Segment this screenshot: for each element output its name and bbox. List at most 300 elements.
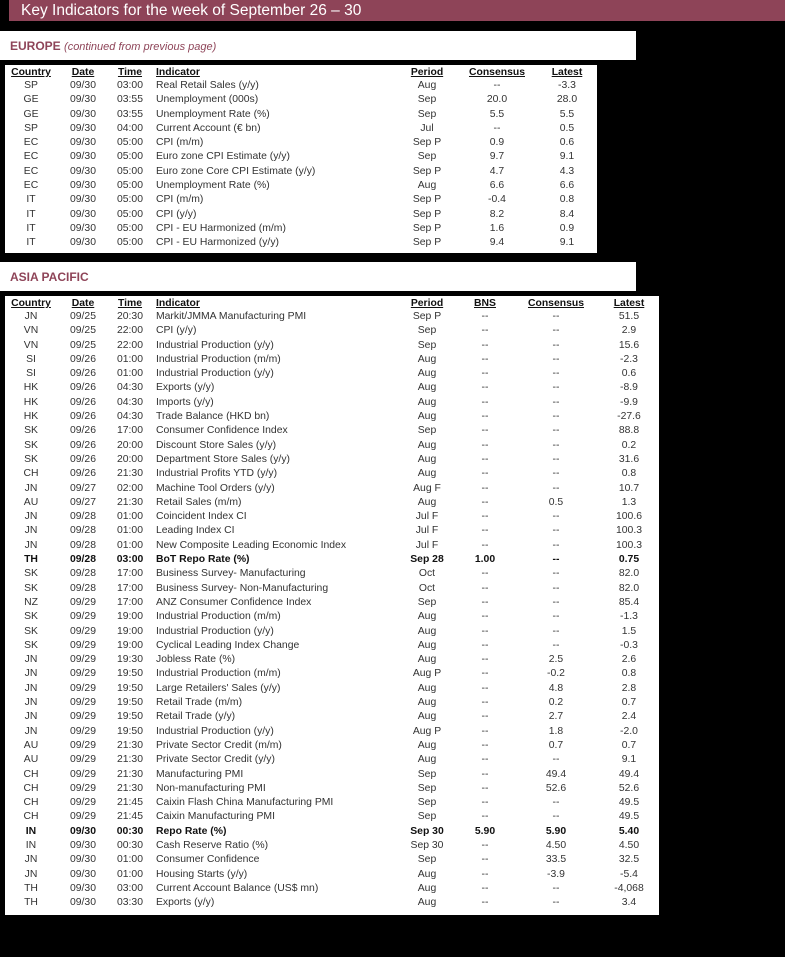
cell-latest: 0.8 (559, 194, 575, 206)
cell-country: AU (23, 739, 39, 751)
cell-latest: -5.4 (620, 868, 638, 880)
cell-country: EC (23, 180, 39, 192)
cell-indicator: Business Survey- Non-Manufacturing (156, 582, 329, 594)
cell-date: 09/27 (69, 496, 96, 508)
table-row (5, 667, 659, 681)
cell-date: 09/28 (69, 582, 96, 594)
cell-period: Sep P (412, 222, 442, 234)
cell-date: 09/26 (69, 425, 96, 437)
cell-bns: -- (481, 682, 489, 694)
table-row (5, 810, 659, 824)
cell-latest: 52.6 (618, 782, 640, 794)
cell-time: 21:30 (116, 768, 143, 780)
cell-bns: -- (481, 596, 489, 608)
asia-heading: ASIA PACIFIC (10, 270, 89, 284)
europe-subheading: (continued from previous page) (64, 41, 217, 53)
cell-consensus: 0.2 (548, 697, 564, 709)
cell-time: 21:30 (116, 782, 143, 794)
cell-bns: -- (481, 511, 489, 523)
cell-date: 09/30 (69, 868, 96, 880)
cell-time: 21:45 (116, 797, 143, 809)
cell-latest: 100.3 (615, 539, 642, 551)
cell-period: Aug (417, 754, 437, 766)
cell-country: HK (23, 396, 39, 408)
table-row (5, 768, 659, 782)
col-indicator: Indicator (156, 298, 200, 309)
cell-indicator: New Composite Leading Economic Index (156, 539, 347, 551)
cell-date: 09/30 (69, 897, 96, 909)
cell-indicator: Industrial Production (y/y) (156, 368, 274, 380)
cell-country: GE (23, 94, 39, 106)
cell-date: 09/30 (69, 122, 96, 134)
cell-country: AU (23, 496, 39, 508)
cell-indicator: Retail Trade (m/m) (156, 697, 243, 709)
cell-consensus: -- (552, 482, 560, 494)
table-row (5, 424, 659, 438)
cell-period: Sep (417, 782, 437, 794)
cell-time: 22:00 (116, 325, 143, 337)
cell-latest: 82.0 (618, 568, 640, 580)
table-row (5, 710, 659, 724)
cell-bns: -- (481, 611, 489, 623)
table-row (5, 582, 659, 596)
cell-date: 09/29 (69, 754, 96, 766)
cell-time: 05:00 (116, 137, 143, 149)
cell-latest: 8.4 (559, 208, 575, 220)
table-row (5, 208, 597, 222)
cell-latest: 0.8 (621, 468, 637, 480)
cell-consensus: 0.5 (548, 496, 564, 508)
cell-consensus: 49.4 (545, 768, 567, 780)
cell-indicator: Leading Index CI (156, 525, 235, 537)
cell-indicator: Jobless Rate (%) (156, 654, 236, 666)
cell-consensus: -- (552, 554, 560, 566)
cell-latest: 100.3 (615, 525, 642, 537)
cell-indicator: Consumer Confidence Index (156, 425, 288, 437)
cell-country: CH (23, 797, 39, 809)
cell-date: 09/30 (69, 222, 96, 234)
cell-consensus: 5.90 (545, 825, 567, 837)
cell-consensus: -- (552, 396, 560, 408)
cell-latest: 0.7 (621, 739, 637, 751)
cell-time: 05:00 (116, 222, 143, 234)
cell-latest: 0.8 (621, 668, 637, 680)
col-country: Country (11, 67, 51, 78)
cell-date: 09/30 (69, 151, 96, 163)
cell-consensus: 33.5 (545, 854, 567, 866)
cell-period: Sep (417, 94, 437, 106)
cell-indicator: Current Account (€ bn) (156, 122, 261, 134)
cell-indicator: Private Sector Credit (y/y) (156, 754, 275, 766)
cell-time: 01:00 (116, 539, 143, 551)
cell-period: Aug (417, 80, 437, 91)
cell-period: Jul F (415, 539, 439, 551)
cell-time: 19:00 (116, 639, 143, 651)
col-consensus: Consensus (468, 67, 525, 78)
cell-date: 09/29 (69, 725, 96, 737)
cell-date: 09/29 (69, 625, 96, 637)
cell-bns: -- (481, 582, 489, 594)
cell-bns: -- (481, 353, 489, 365)
cell-country: CH (23, 811, 39, 823)
cell-time: 04:30 (116, 411, 143, 423)
cell-period: Sep (417, 811, 437, 823)
cell-consensus: -- (552, 582, 560, 594)
cell-bns: -- (481, 396, 489, 408)
cell-country: CH (23, 782, 39, 794)
cell-period: Sep P (412, 208, 442, 220)
cell-country: TH (24, 554, 38, 566)
cell-period: Sep (417, 108, 437, 120)
cell-consensus: 5.5 (489, 108, 505, 120)
europe-table (5, 66, 597, 251)
table-row (5, 653, 659, 667)
cell-country: JN (24, 539, 38, 551)
cell-latest: 0.75 (618, 554, 640, 566)
cell-indicator: Industrial Profits YTD (y/y) (156, 468, 278, 480)
cell-country: SK (24, 568, 38, 580)
cell-date: 09/30 (69, 137, 96, 149)
cell-latest: 100.6 (615, 511, 642, 523)
cell-bns: -- (481, 868, 489, 880)
cell-bns: -- (481, 639, 489, 651)
cell-consensus: -0.4 (488, 194, 506, 206)
cell-period: Sep 28 (410, 554, 444, 566)
cell-indicator: Caixin Flash China Manufacturing PMI (156, 797, 334, 809)
cell-consensus: -- (552, 439, 560, 451)
cell-indicator: Cyclical Leading Index Change (156, 639, 300, 651)
cell-date: 09/29 (69, 611, 96, 623)
col-latest: Latest (613, 298, 645, 309)
table-row (5, 825, 659, 839)
cell-period: Aug (417, 453, 437, 465)
col-indicator: Indicator (156, 67, 200, 78)
cell-period: Sep P (412, 165, 442, 177)
col-date: Date (71, 67, 95, 78)
cell-bns: -- (481, 411, 489, 423)
cell-country: VN (23, 325, 39, 337)
cell-indicator: CPI - EU Harmonized (y/y) (156, 237, 279, 249)
cell-country: SP (24, 122, 38, 134)
table-row (5, 725, 659, 739)
cell-country: JN (24, 654, 38, 666)
cell-indicator: CPI (y/y) (156, 208, 197, 220)
cell-latest: 88.8 (618, 425, 640, 437)
cell-country: SK (24, 425, 38, 437)
cell-consensus: 9.7 (489, 151, 505, 163)
cell-latest: 9.1 (559, 237, 575, 249)
cell-time: 19:00 (116, 625, 143, 637)
cell-latest: 2.9 (621, 325, 637, 337)
cell-consensus: -- (552, 425, 560, 437)
cell-bns: -- (481, 453, 489, 465)
cell-time: 03:55 (116, 94, 143, 106)
cell-consensus: -- (493, 122, 501, 134)
col-country: Country (11, 298, 51, 309)
cell-latest: 0.9 (559, 222, 575, 234)
table-row (5, 367, 659, 381)
cell-period: Aug (417, 682, 437, 694)
cell-period: Sep P (412, 194, 442, 206)
cell-period: Sep (417, 339, 437, 351)
cell-indicator: Industrial Production (m/m) (156, 668, 281, 680)
cell-date: 09/26 (69, 382, 96, 394)
cell-latest: 28.0 (556, 94, 578, 106)
cell-date: 09/29 (69, 768, 96, 780)
table-row (5, 396, 659, 410)
cell-indicator: Euro zone CPI Estimate (y/y) (156, 151, 290, 163)
cell-latest: -9.9 (620, 396, 638, 408)
cell-period: Aug (417, 468, 437, 480)
cell-latest: 0.6 (559, 137, 575, 149)
cell-latest: 4.3 (559, 165, 575, 177)
table-row (5, 236, 597, 250)
table-row (5, 93, 597, 107)
cell-date: 09/28 (69, 525, 96, 537)
cell-date: 09/30 (69, 80, 96, 91)
cell-time: 02:00 (116, 482, 143, 494)
cell-date: 09/29 (69, 668, 96, 680)
cell-date: 09/26 (69, 353, 96, 365)
cell-bns: -- (481, 839, 489, 851)
cell-period: Aug (417, 739, 437, 751)
cell-bns: -- (481, 625, 489, 637)
cell-bns: 5.90 (474, 825, 496, 837)
cell-indicator: Repo Rate (%) (156, 825, 227, 837)
col-latest: Latest (551, 67, 583, 78)
cell-time: 00:30 (116, 839, 143, 851)
cell-time: 19:50 (116, 682, 143, 694)
cell-time: 00:30 (116, 825, 144, 837)
cell-indicator: Consumer Confidence (156, 854, 260, 866)
cell-period: Sep (417, 596, 437, 608)
cell-country: NZ (24, 596, 38, 608)
cell-time: 21:30 (116, 754, 143, 766)
cell-period: Aug (417, 625, 437, 637)
cell-indicator: Industrial Production (y/y) (156, 725, 274, 737)
cell-time: 20:00 (116, 453, 143, 465)
cell-time: 03:00 (116, 882, 143, 894)
table-row (5, 193, 597, 207)
cell-country: IT (26, 222, 36, 234)
cell-date: 09/30 (69, 208, 96, 220)
cell-latest: 5.40 (618, 825, 640, 837)
table-row (5, 739, 659, 753)
cell-country: CH (23, 468, 39, 480)
cell-consensus: -- (552, 625, 560, 637)
col-period: Period (410, 67, 444, 78)
cell-time: 05:00 (116, 208, 143, 220)
cell-time: 01:00 (116, 368, 143, 380)
cell-bns: -- (481, 768, 489, 780)
cell-bns: -- (481, 697, 489, 709)
europe-section-heading (0, 31, 636, 60)
cell-country: SK (24, 453, 38, 465)
cell-bns: -- (481, 496, 489, 508)
table-row (5, 639, 659, 653)
table-row (5, 853, 659, 867)
cell-country: JN (24, 668, 38, 680)
cell-period: Aug (417, 639, 437, 651)
cell-consensus: 2.5 (548, 654, 564, 666)
table-row (5, 625, 659, 639)
cell-latest: -3.3 (558, 80, 576, 91)
col-time: Time (117, 67, 143, 78)
cell-consensus: 0.7 (548, 739, 564, 751)
table-row (5, 150, 597, 164)
cell-time: 21:45 (116, 811, 143, 823)
cell-date: 09/29 (69, 782, 96, 794)
cell-country: JN (24, 725, 38, 737)
cell-consensus: -- (552, 468, 560, 480)
cell-indicator: Department Store Sales (y/y) (156, 453, 290, 465)
cell-consensus: -- (552, 882, 560, 894)
table-row (5, 324, 659, 338)
cell-date: 09/26 (69, 396, 96, 408)
table-row (5, 510, 659, 524)
cell-indicator: Industrial Production (y/y) (156, 339, 274, 351)
cell-consensus: 6.6 (489, 180, 505, 192)
cell-latest: 2.4 (621, 711, 637, 723)
asia-header-row (5, 297, 659, 310)
cell-bns: -- (481, 782, 489, 794)
cell-time: 03:00 (116, 554, 144, 566)
table-row (5, 796, 659, 810)
table-row (5, 165, 597, 179)
cell-period: Sep (417, 425, 437, 437)
table-row (5, 453, 659, 467)
cell-bns: -- (481, 325, 489, 337)
cell-bns: -- (481, 339, 489, 351)
cell-country: TH (24, 897, 38, 909)
cell-bns: -- (481, 725, 489, 737)
cell-indicator: CPI (m/m) (156, 137, 204, 149)
cell-bns: -- (481, 311, 489, 322)
cell-period: Aug (417, 368, 437, 380)
cell-date: 09/26 (69, 368, 96, 380)
cell-time: 04:00 (116, 122, 143, 134)
cell-country: CH (23, 768, 39, 780)
col-time: Time (117, 298, 143, 309)
cell-consensus: -- (552, 539, 560, 551)
cell-bns: 1.00 (474, 554, 496, 566)
cell-bns: -- (481, 754, 489, 766)
cell-time: 04:30 (116, 396, 143, 408)
cell-date: 09/29 (69, 639, 96, 651)
cell-time: 21:30 (116, 496, 143, 508)
cell-time: 19:50 (116, 725, 143, 737)
cell-consensus: -- (552, 511, 560, 523)
cell-consensus: -- (552, 353, 560, 365)
cell-consensus: -- (552, 568, 560, 580)
cell-time: 20:00 (116, 439, 143, 451)
cell-consensus: 4.50 (545, 839, 567, 851)
cell-time: 19:50 (116, 697, 143, 709)
cell-date: 09/30 (69, 180, 96, 192)
table-row (5, 553, 659, 567)
cell-indicator: Housing Starts (y/y) (156, 868, 248, 880)
cell-period: Aug (417, 411, 437, 423)
cell-indicator: Non-manufacturing PMI (156, 782, 266, 794)
cell-country: GE (23, 108, 39, 120)
cell-time: 03:00 (116, 80, 143, 91)
cell-date: 09/28 (69, 568, 96, 580)
cell-date: 09/26 (69, 468, 96, 480)
cell-bns: -- (481, 668, 489, 680)
cell-country: EC (23, 137, 39, 149)
cell-country: IN (25, 825, 37, 837)
cell-period: Aug P (412, 668, 442, 680)
cell-indicator: Large Retailers' Sales (y/y) (156, 682, 281, 694)
cell-time: 20:30 (116, 311, 143, 322)
cell-bns: -- (481, 711, 489, 723)
cell-latest: -0.3 (620, 639, 638, 651)
cell-time: 01:00 (116, 868, 143, 880)
page-title: Key Indicators for the week of September 26 – 30 (9, 0, 785, 21)
cell-date: 09/27 (69, 482, 96, 494)
cell-date: 09/30 (69, 108, 96, 120)
table-row (5, 136, 597, 150)
cell-indicator: Unemployment Rate (%) (156, 180, 270, 192)
cell-period: Oct (418, 582, 436, 594)
cell-country: SK (24, 639, 38, 651)
cell-time: 19:50 (116, 668, 143, 680)
cell-country: EC (23, 165, 39, 177)
cell-date: 09/29 (69, 596, 96, 608)
cell-period: Jul F (415, 525, 439, 537)
cell-time: 05:00 (116, 165, 143, 177)
cell-latest: -2.0 (620, 725, 638, 737)
cell-latest: 9.1 (559, 151, 575, 163)
cell-latest: 5.5 (559, 108, 575, 120)
cell-latest: 0.2 (621, 439, 637, 451)
cell-country: JN (24, 868, 38, 880)
cell-latest: 4.50 (618, 839, 640, 851)
cell-period: Aug (417, 382, 437, 394)
cell-period: Jul (420, 122, 434, 134)
table-row (5, 753, 659, 767)
cell-country: TH (24, 882, 38, 894)
cell-period: Sep P (412, 137, 442, 149)
cell-latest: 0.7 (621, 697, 637, 709)
cell-country: EC (23, 151, 39, 163)
cell-consensus: -- (552, 368, 560, 380)
cell-bns: -- (481, 797, 489, 809)
cell-period: Aug (417, 180, 437, 192)
cell-consensus: -- (552, 382, 560, 394)
cell-time: 19:00 (116, 611, 143, 623)
cell-indicator: Coincident Index CI (156, 511, 247, 523)
cell-latest: 10.7 (618, 482, 640, 494)
cell-indicator: Business Survey- Manufacturing (156, 568, 306, 580)
cell-consensus: -- (552, 453, 560, 465)
cell-latest: 49.5 (618, 797, 640, 809)
cell-consensus: -- (552, 639, 560, 651)
cell-date: 09/29 (69, 654, 96, 666)
cell-indicator: Imports (y/y) (156, 396, 214, 408)
table-row (5, 567, 659, 581)
table-row (5, 896, 659, 910)
cell-time: 22:00 (116, 339, 143, 351)
cell-indicator: CPI - EU Harmonized (m/m) (156, 222, 286, 234)
cell-period: Aug P (412, 725, 442, 737)
table-row (5, 79, 597, 93)
cell-country: SK (24, 582, 38, 594)
cell-country: SK (24, 625, 38, 637)
table-row (5, 222, 597, 236)
cell-consensus: -- (552, 811, 560, 823)
cell-date: 09/30 (69, 839, 96, 851)
